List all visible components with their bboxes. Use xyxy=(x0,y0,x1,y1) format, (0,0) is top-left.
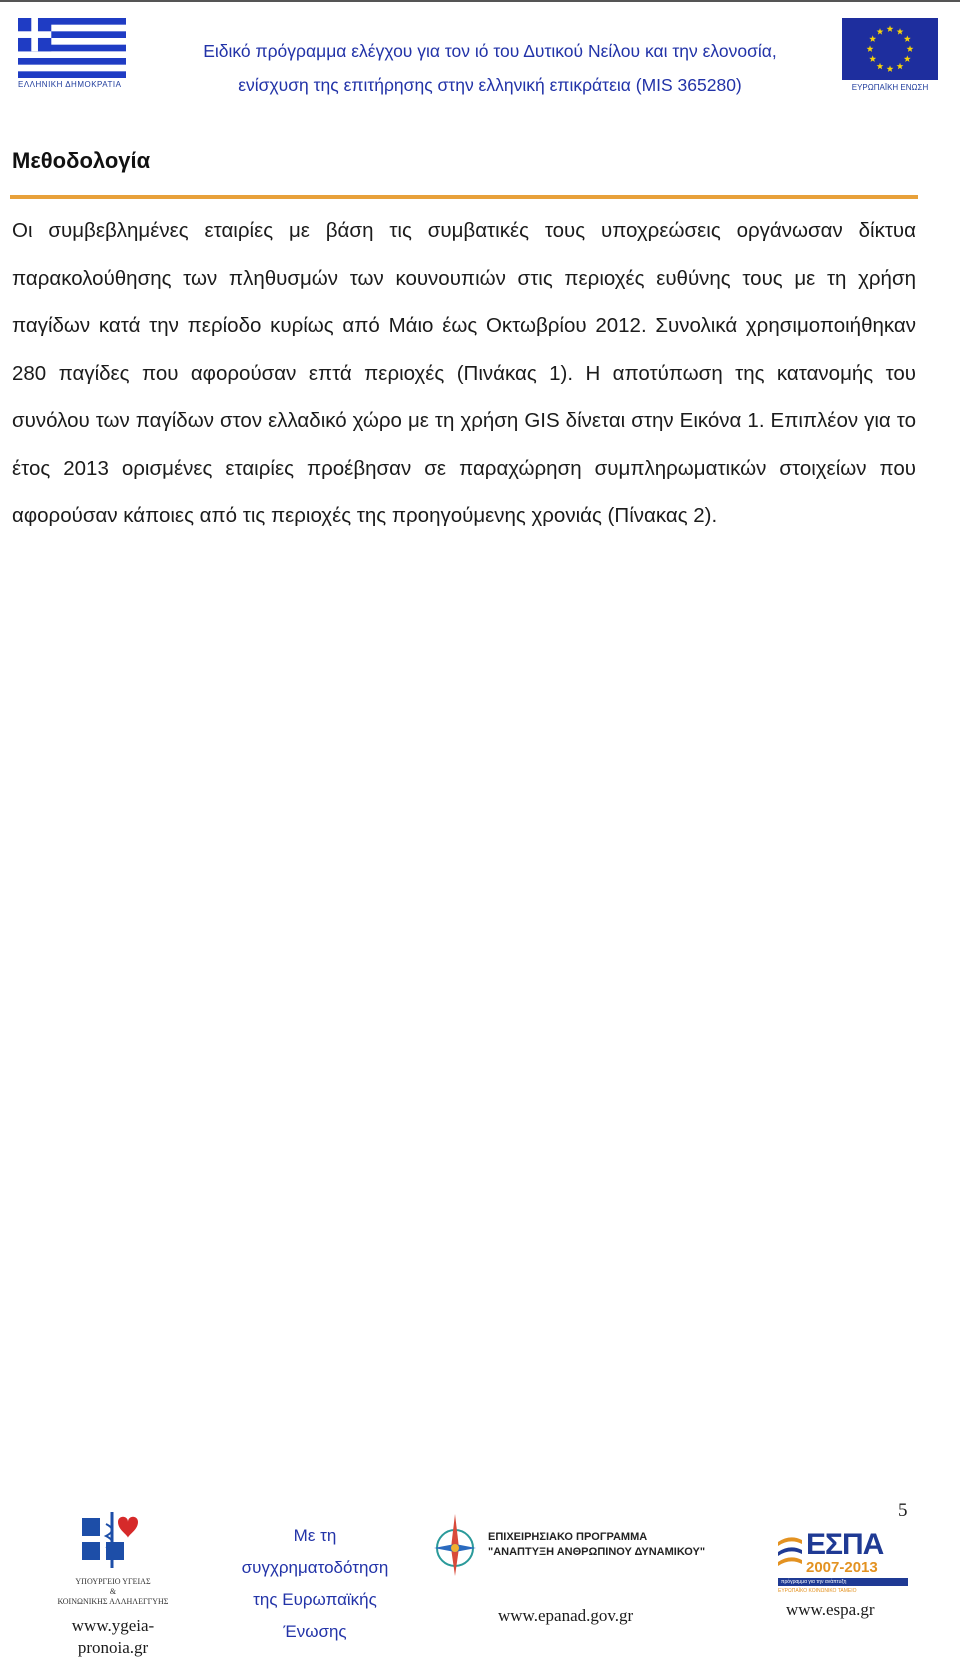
espa-fund-caption: ΕΥΡΩΠΑΪΚΟ ΚΟΙΝΩΝΙΚΟ ΤΑΜΕΙΟ xyxy=(778,1588,857,1594)
espa-title: ΕΣΠΑ xyxy=(806,1528,884,1561)
espa-logo xyxy=(778,1530,908,1576)
header-title-line-2: ενίσχυση της επιτήρησης στην ελληνική επικράτεια (MIS 365280) xyxy=(238,75,742,95)
section-title: Μεθοδολογία xyxy=(12,148,151,173)
operational-programme-title: ΕΠΙΧΕΙΡΗΣΙΑΚΟ ΠΡΟΓΡΑΜΜΑ "ΑΝΑΠΤΥΞΗ ΑΝΘΡΩΠΙΝΟΥ ΔΥΝΑΜΙΚΟΥ" xyxy=(488,1531,706,1558)
ministry-of-health-block xyxy=(38,1510,188,1659)
ministry-of-health-logo-icon xyxy=(78,1510,148,1570)
ministry-caption: ΥΠΟΥΡΓΕΙΟ ΥΓΕΙΑΣ & ΚΟΙΝΩΝΙΚΗΣ ΑΛΛΗΛΕΓΓΥΗΣ xyxy=(57,1577,169,1606)
compass-rose-icon xyxy=(428,1510,482,1580)
epanad-url[interactable]: www.epanad.gov.gr xyxy=(498,1606,634,1625)
greek-republic-logo xyxy=(18,18,134,89)
body-paragraph: Οι συμβεβλημένες εταιρίες με βάση τις συμβατικές τους υποχρεώσεις οργάνωσαν δίκτυα παρακολούθησης των πληθυσμών των κουνουπιών στις περιοχές ευθύνης τους με τη χρήση παγίδων κατά την περίοδο κυρίως από Μάιο έως Οκτωβρίου 2012. Συνολικά χρησιμοποιήθηκαν 280 παγίδες που αφορούσαν επτά περιοχές (Πινάκας 1). Η αποτύπωση της κατανομής του συνόλου των παγίδων στον ελλαδικό χώρο με τη χρήση GIS δίνεται στην Εικόνα 1. Επιπλέον για το έτος 2013 ορισμένες εταιρίες προέβησαν σε παραχώρηση συμπληρωματικών στοιχείων που αφορούσαν κάποιες από τις περιοχές της προηγούμενης χρονιάς (Πίνακας 2). xyxy=(12,219,916,527)
operational-programme-logo xyxy=(428,1510,738,1580)
espa-tagline: πρόγραμμα για την ανάπτυξη xyxy=(778,1578,908,1586)
header-title-line-1: Ειδικό πρόγραμμα ελέγχου για τον ιό του Δυτικού Νείλου και την ελονοσία, xyxy=(203,41,777,61)
top-border-line xyxy=(0,0,960,2)
espa-stripes-icon xyxy=(778,1530,802,1576)
title-underline xyxy=(10,195,918,199)
greek-logo-caption: ΕΛΛΗΝΙΚΗ ΔΗΜΟΚΡΑΤΙΑ xyxy=(18,80,122,89)
eu-cofunding-text: Με τη συγχρηματοδότηση της Ευρωπαϊκής Ένωσης xyxy=(241,1526,389,1641)
eu-flag-icon xyxy=(842,18,938,80)
operational-programme-block xyxy=(428,1510,738,1626)
page-number: 5 xyxy=(898,1500,908,1521)
espa-block xyxy=(778,1530,908,1620)
eu-logo-caption: ΕΥΡΩΠΑΪΚΗ ΕΝΩΣΗ xyxy=(851,83,929,92)
espa-url[interactable]: www.espa.gr xyxy=(786,1600,875,1619)
greek-flag-icon xyxy=(18,18,126,78)
header-title xyxy=(150,34,830,102)
european-union-logo xyxy=(838,18,942,92)
espa-years: 2007-2013 xyxy=(806,1559,878,1576)
espa-words xyxy=(806,1530,883,1576)
ministry-url[interactable]: www.ygeia- pronoia.gr xyxy=(71,1616,155,1657)
